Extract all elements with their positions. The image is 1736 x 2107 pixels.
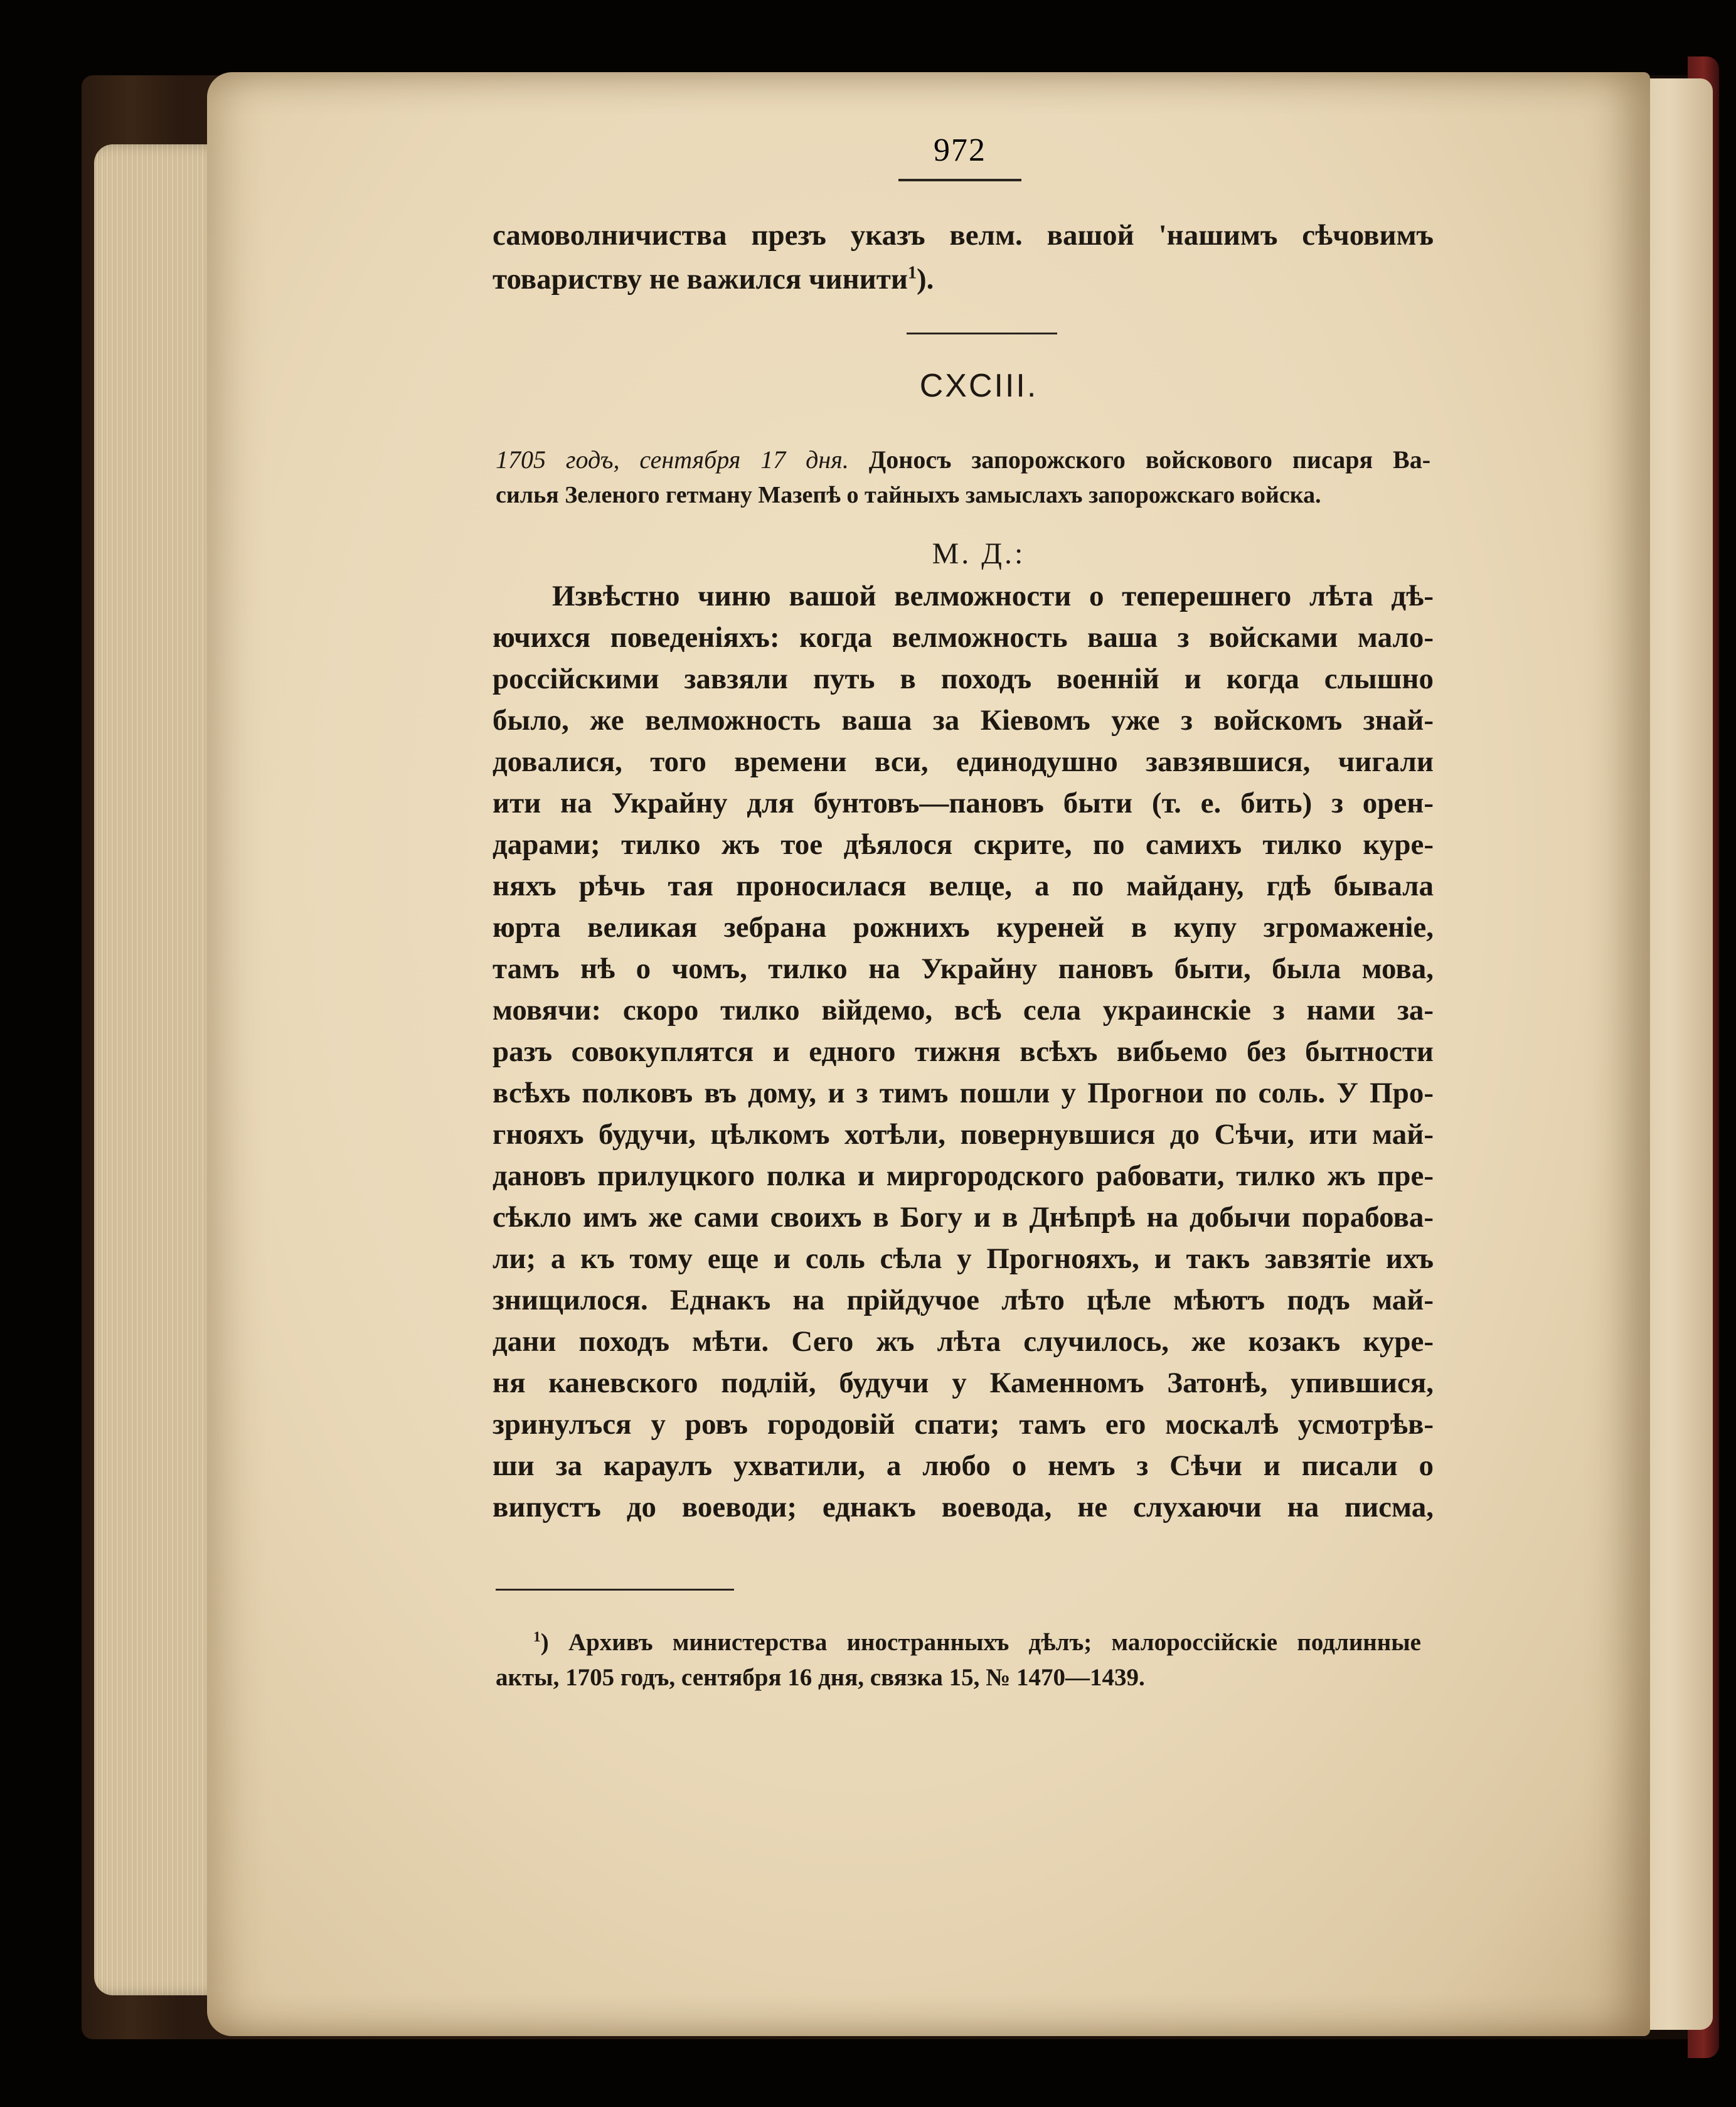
summary-line-1-rest: Доносъ запорожского войскового писаря Ва- — [868, 445, 1431, 474]
body-line: мовячи: скоро тилко війдемо, всѣ села украинскіе з нами за- — [493, 994, 1434, 1027]
page-number: 972 — [934, 132, 986, 168]
body-line: ня каневского подлій, будучи у Каменномъ Затонѣ, упившися, — [493, 1367, 1434, 1399]
body-line: разъ совокуплятся и едного тижня всѣхъ вибьемо без бытности — [493, 1035, 1434, 1068]
footnote-ref: 1 — [907, 263, 917, 283]
body-line: россійскими завзяли путь в походъ военній и когда слышно — [493, 663, 1434, 695]
body-line: ючихся поведеніяхъ: когда велможность ваша з войсками мало- — [493, 621, 1434, 654]
body-line: всѣхъ полковъ въ дому, и з тимъ пошли у Прогнои по соль. У Про- — [493, 1077, 1434, 1109]
continuation-line-2-tail: ). — [917, 263, 934, 296]
body-line: випустъ до воеводи; еднакъ воевода, не слухаючи на писма, — [493, 1491, 1434, 1523]
body-line: тамъ нѣ о чомъ, тилко на Украйну пановъ быти, была мова, — [493, 952, 1434, 985]
document-summary — [496, 442, 1430, 513]
body-line: было, же велможность ваша за Кіевомъ уже з войскомъ знай- — [493, 704, 1434, 737]
body-line: няхъ рѣчь тая проносилася велце, а по майдану, гдѣ бывала — [493, 870, 1434, 902]
summary-date: 1705 годъ, сентября 17 дня. — [496, 445, 849, 474]
continuation-line-1: самоволничиства презъ указъ велм. вашой 'нашимъ сѣчовимъ — [493, 219, 1434, 252]
footnote-marker: 1 — [533, 1629, 541, 1645]
footnote-separator — [496, 1589, 734, 1591]
footnote — [496, 1625, 1421, 1695]
footnote-line-2: акты, 1705 годъ, сентября 16 дня, связка 15, № 1470—1439. — [496, 1664, 1145, 1691]
continuation-line-2 — [493, 260, 1434, 298]
page-number-underline — [898, 179, 1021, 181]
body-line: ли; а къ тому еще и соль сѣла у Прогнояхъ, и такъ завзятіе ихъ — [493, 1242, 1434, 1275]
body-line: зринулъся у ровъ городовій спати; тамъ его москалѣ усмотрѣв- — [493, 1408, 1434, 1441]
body-line: ити на Украйну для бунтовъ—пановъ быти (т. е. бить) з орен- — [493, 787, 1434, 819]
continuation-line-2-text: товариству не важился чинити — [493, 263, 908, 296]
footnote-line-1 — [496, 1625, 1421, 1660]
body-line: дани походъ мѣти. Сего жъ лѣта случилось, же козакъ куре- — [493, 1325, 1434, 1358]
body-line: знищилося. Еднакъ на прійдучое лѣто цѣле мѣютъ подъ май- — [493, 1284, 1434, 1316]
section-title: CXCIII. — [919, 368, 1038, 404]
footnote-line-1-text: ) Архивъ министерства иностранныхъ дѣлъ; малороссійскіе подлинные — [540, 1629, 1421, 1656]
body-line: довалися, того времени вси, единодушно завзявшися, чигали — [493, 745, 1434, 778]
body-line: сѣкло имъ же сами своихъ в Богу и в Днѣпрѣ на добычи порабова- — [493, 1201, 1434, 1234]
body-line: юрта великая зебрана рожнихъ куреней в купу згромаженіе, — [493, 911, 1434, 944]
summary-line-1 — [496, 442, 1430, 477]
body-line: Извѣстно чиню вашой велможности о теперешнего лѣта дѣ- — [552, 580, 1434, 612]
summary-line-2: силья Зеленого гетману Мазепѣ о тайныхъ замыслахъ запорожскаго войска. — [496, 482, 1321, 508]
body-line: гнояхъ будучи, цѣлкомъ хотѣли, повернувшися до Сѣчи, ити май- — [493, 1118, 1434, 1151]
salutation: М. Д.: — [932, 537, 1026, 570]
body-line: ши за караулъ ухватили, а любо о немъ з Сѣчи и писали о — [493, 1449, 1434, 1482]
body-line: дановъ прилуцкого полка и миргородского рабовати, тилко жъ пре- — [493, 1160, 1434, 1192]
section-separator — [907, 333, 1057, 334]
body-line: дарами; тилко жъ тое дѣялося скрите, по самихъ тилко куре- — [493, 828, 1434, 861]
